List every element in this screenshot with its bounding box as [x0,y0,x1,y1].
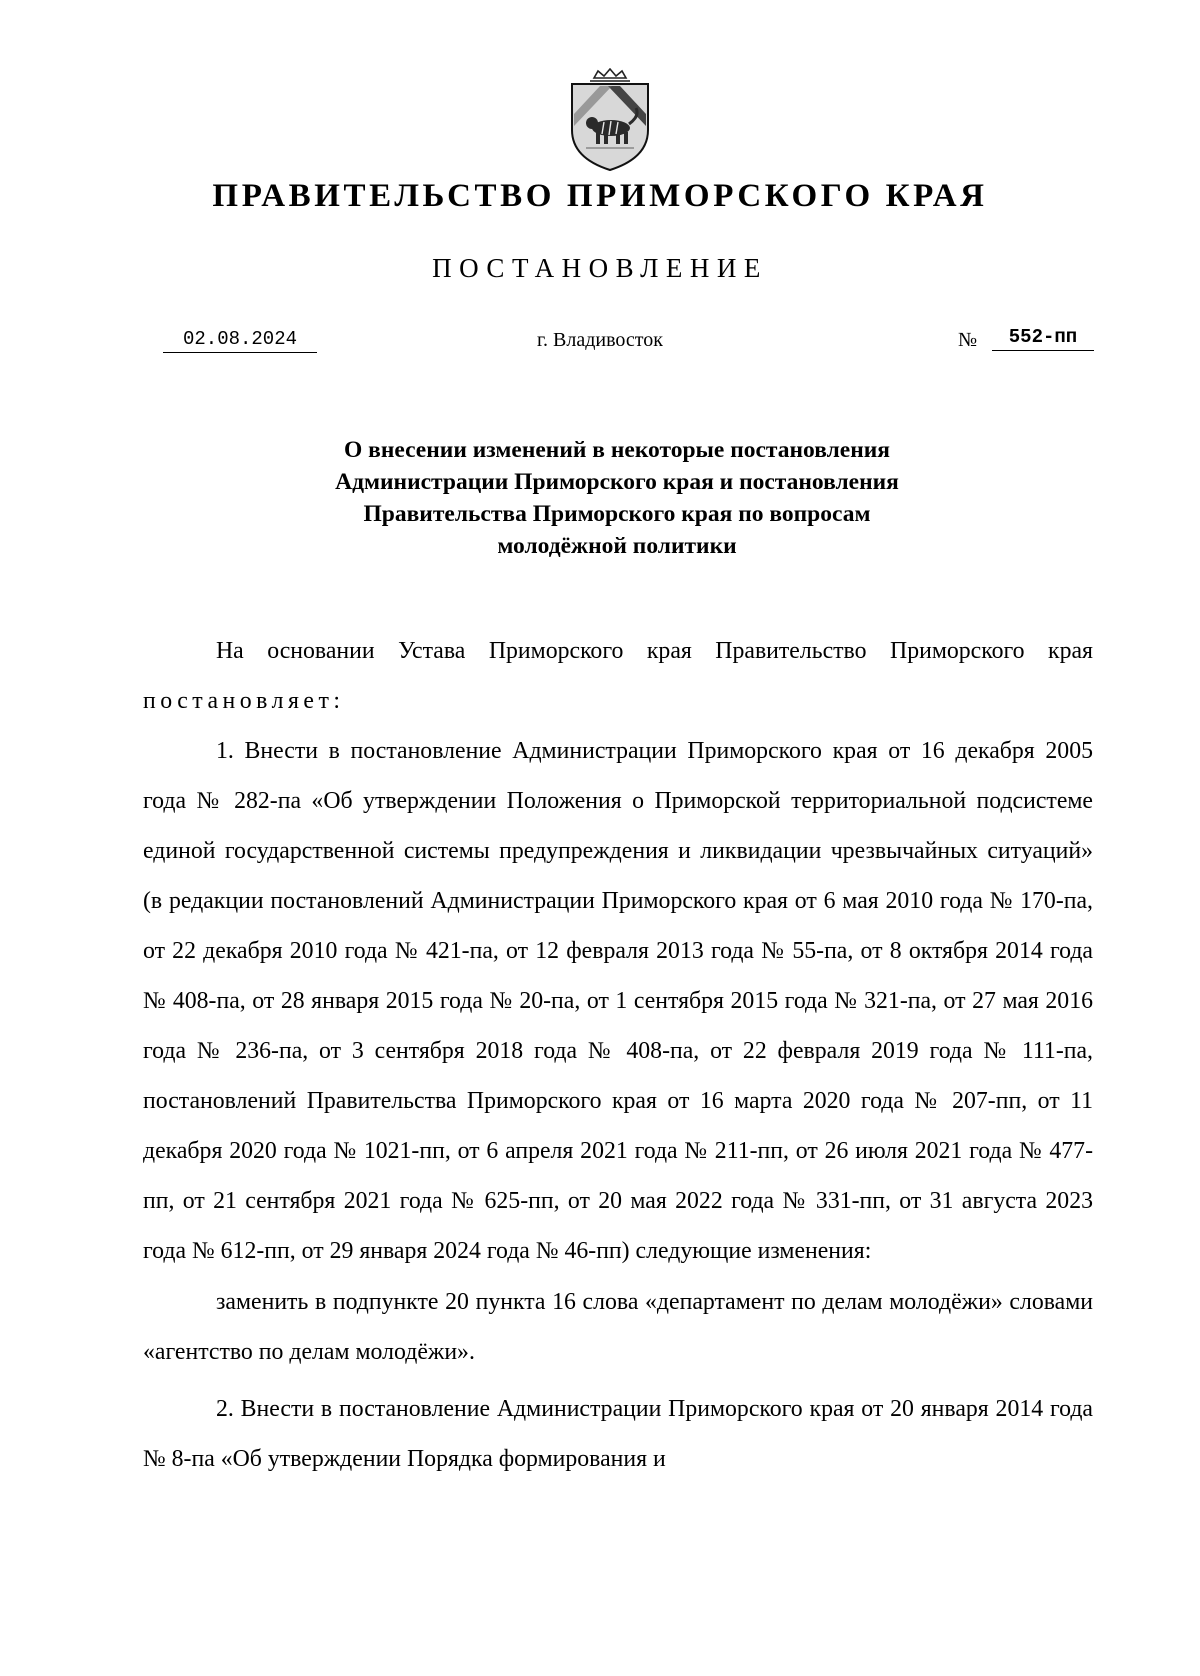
document-date: 02.08.2024 [163,328,317,353]
organization-name: ПРАВИТЕЛЬСТВО ПРИМОРСКОГО КРАЯ [212,178,988,214]
document-number: 552-пп [992,326,1094,351]
document-city: г. Владивосток [537,329,663,351]
document-title [200,434,1034,562]
preamble-paragraph [143,626,1093,726]
document-body [143,626,1093,1484]
paragraph-1-change: заменить в подпункте 20 пункта 16 слова «департамент по делам молодёжи» словами «агентство по делам молодёжи». [143,1289,1093,1365]
preamble-text: На основании Устава Приморского края Правительство Приморского края [216,638,1093,664]
number-label: № [958,329,978,351]
coat-of-arms-icon [564,68,656,174]
title-line: Администрации Приморского края и постановления [335,469,899,495]
resolves-word: постановляет: [143,688,345,714]
paragraph-1: 1. Внести в постановление Администрации Приморского края от 16 декабря 2005 года № 282-па «Об утверждении Положения о Приморской территориальной подсистеме единой государственной системы предупреждения и ликвидации чрезвычайных ситуаций» (в редакции постановлений Администрации Приморского края от 6 мая 2010 года № 170-па, от 22 декабря 2010 года № 421-па, от 12 февраля 2013 года № 55-па, от 8 октября 2014 года № 408-па, от 28 января 2015 года № 20-па, от 1 сентября 2015 года № 321-па, от 27 мая 2016 года № 236-па, от 3 сентября 2018 года № 408-па, от 22 февраля 2019 года № 111-па, постановлений Правительства Приморского края от 16 марта 2020 года № 207-пп, от 11 декабря 2020 года № 1021-пп, от 6 апреля 2021 года № 211-пп, от 26 июля 2021 года № 477-пп, от 21 сентября 2021 года № 625-пп, от 20 мая 2022 года № 331-пп, от 31 августа 2023 года № 612-пп, от 29 января 2024 года № 46-пп) следующие изменения: [143,738,1093,1264]
paragraph-2: 2. Внести в постановление Администрации Приморского края от 20 января 2014 года № 8-па «Об утверждении Порядка формирования и [143,1396,1093,1472]
title-line: О внесении изменений в некоторые постановления [343,437,890,463]
title-line: молодёжной политики [497,533,737,559]
title-line: Правительства Приморского края по вопросам [363,501,871,527]
document-type: ПОСТАНОВЛЕНИЕ [432,253,768,283]
